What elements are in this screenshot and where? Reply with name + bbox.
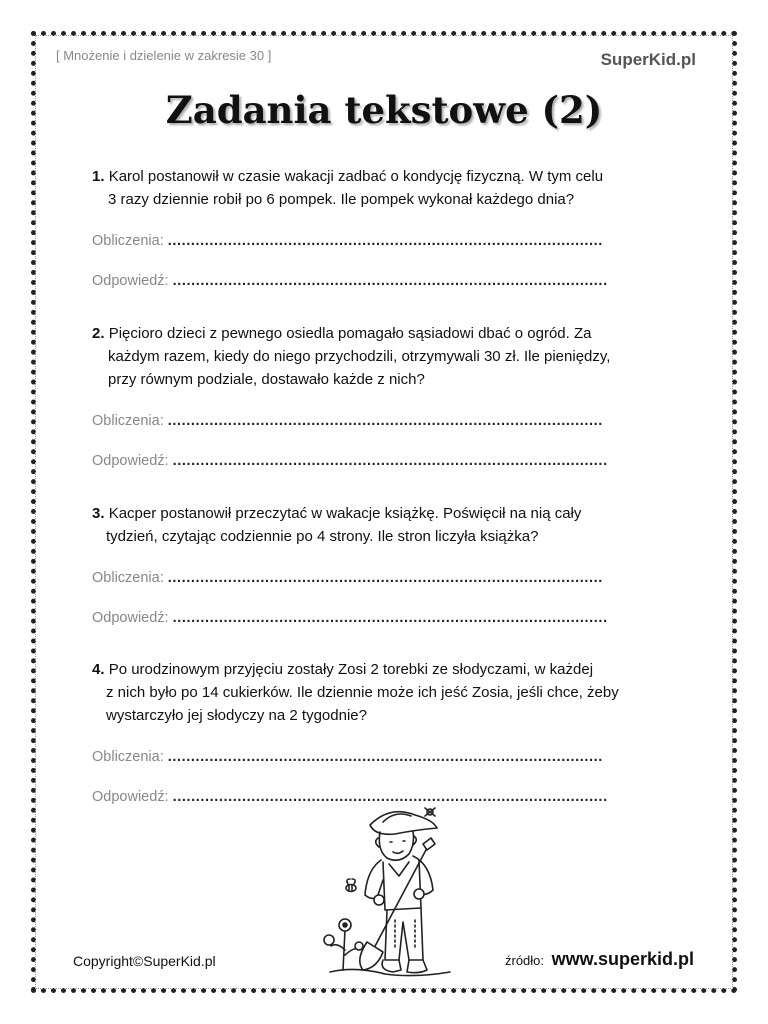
calculations-line[interactable]: [92, 413, 672, 429]
task-text-line: Kacper postanowił przeczytać w wakacje książkę. Poświęcił na nią cały: [108, 505, 582, 522]
copyright-text: Copyright©SuperKid.pl: [73, 953, 216, 969]
task-text-line: tydzień, czytając codziennie po 4 strony. Ile stron liczyła książka?: [106, 528, 539, 545]
answer-dots: ..............................................................................................: [172, 273, 608, 289]
answer-dots: ..............................................................................................: [167, 570, 603, 586]
calculations-label: Obliczenia:: [92, 413, 164, 429]
task-text-line: 3 razy dziennie robił po 6 pompek. Ile pompek wykonał każdego dnia?: [108, 191, 575, 208]
task-text-line: każdym razem, kiedy do niego przychodzili, otrzymywali 30 zł. Ile pieniędzy,: [108, 348, 611, 365]
answer-line[interactable]: [92, 610, 672, 626]
task-text-line: wystarczyło jej słodyczy na 2 tygodnie?: [106, 707, 367, 724]
answer-dots: ..............................................................................................: [167, 749, 603, 765]
answer-label: Odpowiedź:: [92, 273, 169, 289]
task-1: [92, 165, 702, 211]
answer-dots: ..............................................................................................: [172, 789, 608, 805]
answer-label: Odpowiedź:: [92, 610, 169, 626]
answer-label: Odpowiedź:: [92, 453, 169, 469]
answer-dots: ..............................................................................................: [167, 233, 603, 249]
source-label: źródło:: [504, 953, 545, 968]
task-number: 4.: [92, 661, 105, 678]
task-text-line: Karol postanowił w czasie wakacji zadbać o kondycję fizyczną. W tym celu: [108, 168, 604, 185]
task-number: 3.: [92, 505, 105, 522]
answer-dots: ..............................................................................................: [172, 610, 608, 626]
source-credit: [505, 949, 694, 970]
calculations-label: Obliczenia:: [92, 570, 164, 586]
calculations-line[interactable]: [92, 749, 672, 765]
gardener-boy-illustration: [315, 800, 465, 980]
calculations-label: Obliczenia:: [92, 233, 164, 249]
answer-dots: ..............................................................................................: [172, 453, 608, 469]
task-text-line: Po urodzinowym przyjęciu zostały Zosi 2 torebki ze słodyczami, w każdej: [108, 661, 594, 678]
task-number: 2.: [92, 325, 105, 342]
task-text-line: przy równym podziale, dostawało każde z nich?: [108, 371, 425, 388]
answer-line[interactable]: [92, 273, 672, 289]
task-text-line: z nich było po 14 cukierków. Ile dziennie może ich jeść Zosia, jeśli chce, żeby: [106, 684, 619, 701]
calculations-label: Obliczenia:: [92, 749, 164, 765]
calculations-line[interactable]: [92, 233, 672, 249]
answer-dots: ..............................................................................................: [167, 413, 603, 429]
answer-label: Odpowiedź:: [92, 789, 169, 805]
task-3: [92, 502, 702, 548]
task-2: [92, 322, 702, 391]
source-link[interactable]: www.superkid.pl: [551, 949, 694, 969]
page-title: Zadania tekstowe (2): [165, 88, 603, 132]
brand-logo-text: SuperKid.pl: [600, 50, 696, 69]
answer-line[interactable]: [92, 453, 672, 469]
calculations-line[interactable]: [92, 570, 672, 586]
task-number: 1.: [92, 168, 105, 185]
worksheet-topic: [ Mnożenie i dzielenie w zakresie 30 ]: [56, 48, 272, 63]
task-4: [92, 658, 702, 727]
task-text-line: Pięcioro dzieci z pewnego osiedla pomagało sąsiadowi dbać o ogród. Za: [108, 325, 592, 342]
